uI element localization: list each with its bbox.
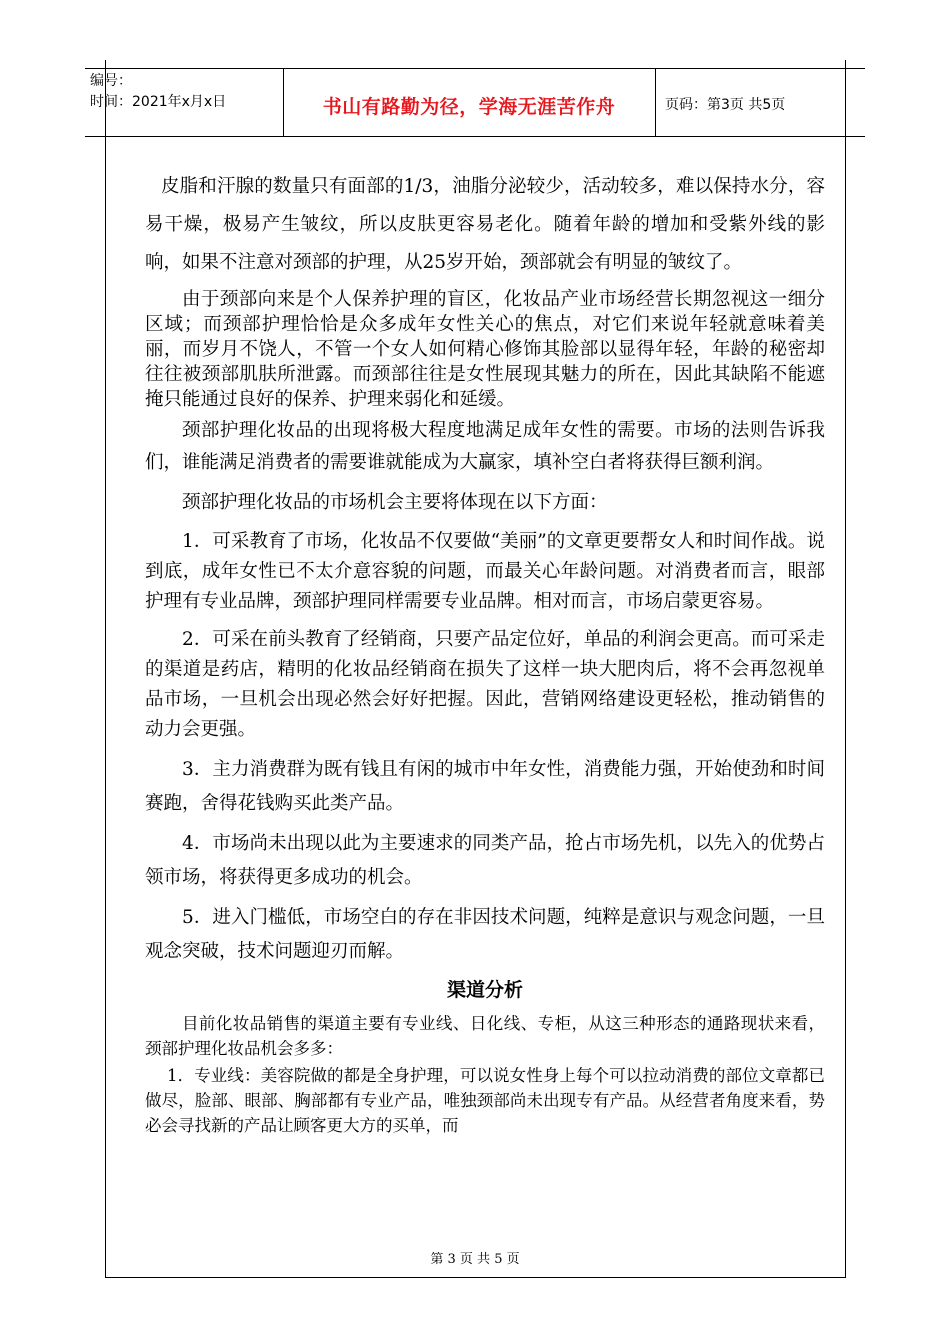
header-motto: 书山有路勤为径，学海无涯苦作舟 [322,96,616,118]
header-bottom-rule [85,136,865,137]
paragraph-professional-line: 1．专业线：美容院做的都是全身护理，可以说女性身上每个可以拉动消费的部位文章都已做尽，脸部、眼部、胸部都有专业产品，唯独颈部尚未出现专有产品。从经营者角度来看，势必会寻找新的产品让顾客更大方的买单，而 [145,1066,825,1135]
paragraph-neck-care-blind-spot: 由于颈部向来是个人保养护理的盲区，化妆品产业市场经营长期忽视这一细分区域；而颈部护理恰恰是众多成年女性关心的焦点，对它们来说年轻就意味着美丽，而岁月不饶人，不管一个女人如何精心修饰其脸部以显得年轻，年龄的秘密却往往被颈部肌肤所泄露。而颈部往往是女性展现其魅力的所在，因此其缺陷不能遮掩只能通过良好的保养、护理来弱化和延缓。 [145,289,825,410]
header-top-rule [85,68,865,69]
page-footer: 第 3 页 共 5 页 [430,1252,520,1267]
opportunity-item-4: 4．市场尚未出现以此为主要速求的同类产品，抢占市场先机，以先入的优势占领市场，将获得更多成功的机会。 [145,833,825,888]
document-date-label: 时间：2021年x月x日 [90,94,227,110]
section-title-channel-analysis: 渠道分析 [446,979,523,1001]
opportunity-item-1: 1．可采教育了市场，化妆品不仅要做“美丽”的文章更要帮女人和时间作战。说到底，成年女性已不太介意容貌的问题，而最关心年龄问题。对消费者而言，眼部护理有专业品牌，颈部护理同样需要专业品牌。相对而言，市场启蒙更容易。 [145,531,825,612]
paragraph-channel-overview: 目前化妆品销售的渠道主要有专业线、日化线、专柜，从这三种形态的通路现状来看，颈部护理化妆品机会多多： [145,1014,825,1058]
opportunity-item-2: 2．可采在前头教育了经销商，只要产品定位好，单品的利润会更高。而可采走的渠道是药店，精明的化妆品经销商在损失了这样一块大肥肉后，将不会再忽视单品市场，一旦机会出现必然会好好把握。因此，营销网络建设更轻松，推动销售的动力会更强。 [145,629,825,740]
main-content [145,168,825,1138]
frame-left-border [105,60,106,1278]
paragraph-market-need: 颈部护理化妆品的出现将极大程度地满足成年女性的需要。市场的法则告诉我们，谁能满足消费者的需要谁就能成为大赢家，填补空白者将获得巨额利润。 [145,420,825,473]
opportunity-item-3: 3．主力消费群为既有钱且有闲的城市中年女性，消费能力强，开始使劲和时间赛跑，舍得花钱购买此类产品。 [145,759,825,814]
paragraph-market-opportunity-intro: 颈部护理化妆品的市场机会主要将体现在以下方面： [182,492,608,513]
document-number-label: 编号： [90,73,132,89]
header-page-number: 页码：第3页 共5页 [665,97,786,113]
opportunity-item-5: 5．进入门槛低，市场空白的存在非因技术问题，纯粹是意识与观念问题，一旦观念突破，技术问题迎刃而解。 [145,907,825,962]
paragraph-skin: 皮脂和汗腺的数量只有面部的1/3，油脂分泌较少，活动较多，难以保持水分，容易干燥，极易产生皱纹，所以皮肤更容易老化。随着年龄的增加和受紫外线的影响，如果不注意对颈部的护理，从25岁开始，颈部就会有明显的皱纹了。 [145,176,825,273]
header-divider-right [655,68,656,136]
frame-right-border [845,60,846,1278]
frame-bottom-border [105,1277,846,1278]
